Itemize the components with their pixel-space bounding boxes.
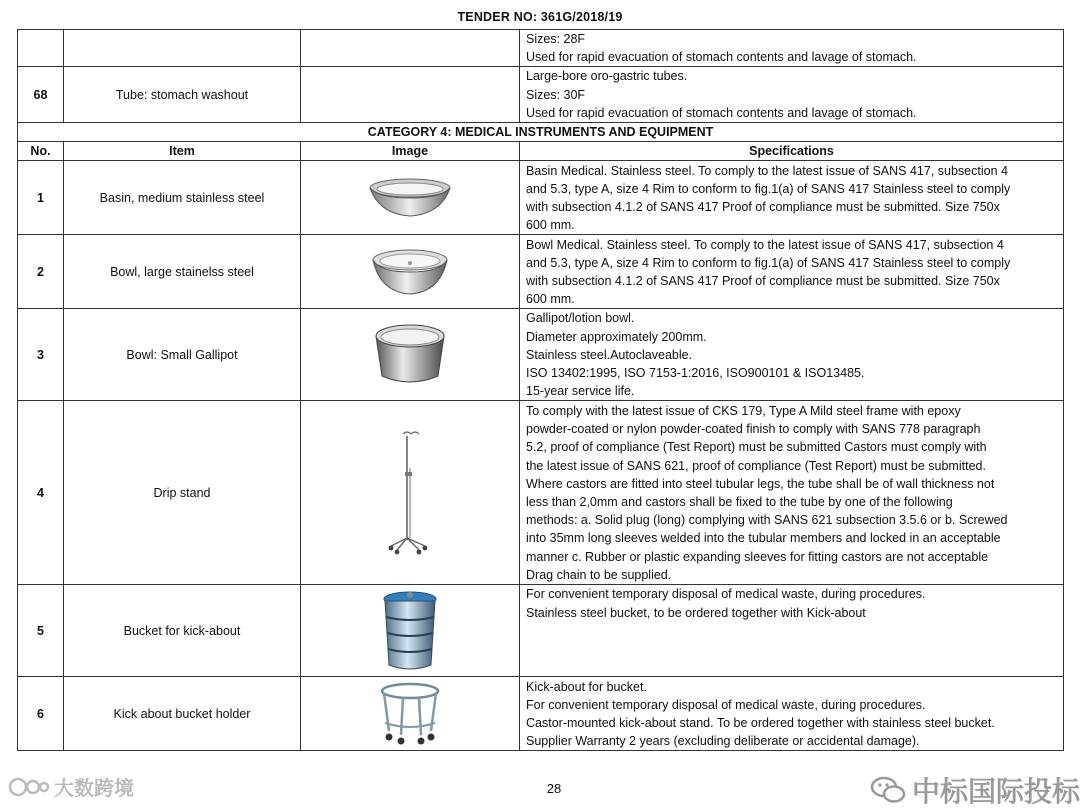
spec-line: Sizes: 28F <box>526 32 586 46</box>
spec-line: ISO 13402:1995, ISO 7153-1:2016, ISO900101 & ISO13485. <box>526 366 865 381</box>
watermark-left <box>8 772 134 801</box>
table-row <box>18 401 1064 585</box>
item-image-cell <box>301 30 520 67</box>
spec-line: Diameter approximately 200mm. <box>526 329 707 344</box>
spec-line: and 5.3, type A, size 4 Rim to conform to fig.1(a) of SANS 417 Stainless steel to comply <box>526 255 1011 270</box>
spec-line: Basin Medical. Stainless steel. To comply to the latest issue of SANS 417, subsection 4 <box>526 163 1008 178</box>
item-number: 6 <box>18 677 64 751</box>
spec-line: Drag chain to be supplied. <box>526 567 672 582</box>
table-row <box>18 309 1064 401</box>
item-image-cell <box>301 67 520 123</box>
spec-line: For convenient temporary disposal of medical waste, during procedures. <box>526 697 926 712</box>
column-header-no: No. <box>18 142 64 161</box>
item-image-cell <box>301 585 520 677</box>
tender-items-table <box>17 29 1064 751</box>
item-name: Bowl, large stainelss steel <box>64 235 301 309</box>
watermark-left-text: 大数跨境 <box>54 778 134 800</box>
table-row <box>18 67 1064 123</box>
table-row <box>18 585 1064 677</box>
spec-line: Kick-about for bucket. <box>526 679 647 694</box>
stainless-basin-icon <box>367 174 453 222</box>
item-specifications <box>520 309 1064 401</box>
spec-line: Large-bore oro-gastric tubes. <box>526 69 688 84</box>
item-name <box>64 30 301 67</box>
bucket-holder-icon <box>375 681 445 747</box>
spec-line: Bowl Medical. Stainless steel. To comply to the latest issue of SANS 417, subsection 4 <box>526 237 1004 252</box>
item-number: 1 <box>18 161 64 235</box>
tender-number-title: TENDER NO: 361G/2018/19 <box>457 10 623 24</box>
item-specifications <box>520 67 1064 123</box>
category-header-row <box>18 123 1064 142</box>
item-number: 5 <box>18 585 64 677</box>
item-image-cell <box>301 235 520 309</box>
spec-line: To comply with the latest issue of CKS 179, Type A Mild steel frame with epoxy <box>526 403 961 418</box>
spec-line: and 5.3, type A, size 4 Rim to conform to fig.1(a) of SANS 417 Stainless steel to comply <box>526 181 1011 196</box>
spec-line: the latest issue of SANS 621, proof of compliance (Test Report) must be submitted. <box>526 458 986 473</box>
table-row <box>18 30 1064 67</box>
column-header-row <box>18 142 1064 161</box>
column-header-image: Image <box>301 142 520 161</box>
item-number: 4 <box>18 401 64 585</box>
item-specifications <box>520 677 1064 751</box>
spec-line: Where castors are fitted into steel tubular legs, the tube shall be of wall thickness not <box>526 476 995 491</box>
item-name: Basin, medium stainless steel <box>64 161 301 235</box>
spec-line: 600 mm. <box>526 218 575 233</box>
spec-line: into 35mm long sleeves welded into the tubular members and locked in an acceptable <box>526 531 1001 546</box>
spec-line: Used for rapid evacuation of stomach contents and lavage of stomach. <box>526 50 917 65</box>
spec-line: For convenient temporary disposal of medical waste, during procedures. <box>526 587 926 602</box>
item-specifications <box>520 585 1064 677</box>
spec-line: 600 mm. <box>526 292 575 307</box>
item-image-cell <box>301 677 520 751</box>
stainless-bowl-icon <box>370 246 450 298</box>
spec-line: with subsection 4.1.2 of SANS 417 Proof of compliance must be submitted. Size 750x <box>526 199 1000 214</box>
item-number: 68 <box>18 67 64 123</box>
gallipot-icon <box>372 320 448 390</box>
spec-line: Gallipot/lotion bowl. <box>526 311 635 326</box>
item-name: Drip stand <box>64 401 301 585</box>
item-number <box>18 30 64 67</box>
spec-line: with subsection 4.1.2 of SANS 417 Proof of compliance must be submitted. Size 750x <box>526 273 1000 288</box>
table-row <box>18 677 1064 751</box>
spec-line: Castor-mounted kick-about stand. To be ordered together with stainless steel bucket. <box>526 715 995 730</box>
item-specifications <box>520 401 1064 585</box>
item-name: Tube: stomach washout <box>64 67 301 123</box>
bucket-icon <box>379 589 441 673</box>
column-header-item: Item <box>64 142 301 161</box>
spec-line: 5.2, proof of compliance (Test Report) must be submitted Castors must comply with <box>526 440 987 455</box>
spec-line: Used for rapid evacuation of stomach contents and lavage of stomach. <box>526 105 917 120</box>
spec-line: manner c. Rubber or plastic expanding sleeves for fitting castors are not acceptable <box>526 549 989 564</box>
spec-line: Sizes: 30F <box>526 87 586 102</box>
table-row <box>18 235 1064 309</box>
item-image-cell <box>301 161 520 235</box>
item-name: Kick about bucket holder <box>64 677 301 751</box>
drip-stand-icon <box>385 428 435 558</box>
spec-line: powder-coated or nylon powder-coated finish to comply with SANS 778 paragraph <box>526 422 981 437</box>
spec-line: Supplier Warranty 2 years (excluding deliberate or accidental damage). <box>526 734 920 749</box>
spec-line: Stainless steel.Autoclaveable. <box>526 347 693 362</box>
item-image-cell <box>301 309 520 401</box>
spec-line: Stainless steel bucket, to be ordered together with Kick-about <box>526 605 866 620</box>
watermark-right-text: 中标国际投标 <box>912 776 1080 807</box>
watermark-right <box>870 770 1080 810</box>
spec-line: methods: a. Solid plug (long) complying with SANS 621 subsection 3.5.6 or b. Screwed <box>526 513 1008 528</box>
column-header-specifications: Specifications <box>520 142 1064 161</box>
item-specifications <box>520 30 1064 67</box>
item-specifications <box>520 161 1064 235</box>
item-specifications <box>520 235 1064 309</box>
category-title: CATEGORY 4: MEDICAL INSTRUMENTS AND EQUIPMENT <box>18 123 1064 142</box>
spec-line: less than 2,0mm and castors shall be fixed to the tube by one of the following <box>526 494 953 509</box>
page-number: 28 <box>546 781 562 796</box>
item-name: Bucket for kick-about <box>64 585 301 677</box>
item-name: Bowl: Small Gallipot <box>64 309 301 401</box>
spec-line: 15-year service life. <box>526 384 635 399</box>
item-number: 3 <box>18 309 64 401</box>
wechat-icon <box>870 775 906 805</box>
watermark-logo-icon <box>8 776 50 798</box>
table-row <box>18 161 1064 235</box>
item-image-cell <box>301 401 520 585</box>
item-number: 2 <box>18 235 64 309</box>
